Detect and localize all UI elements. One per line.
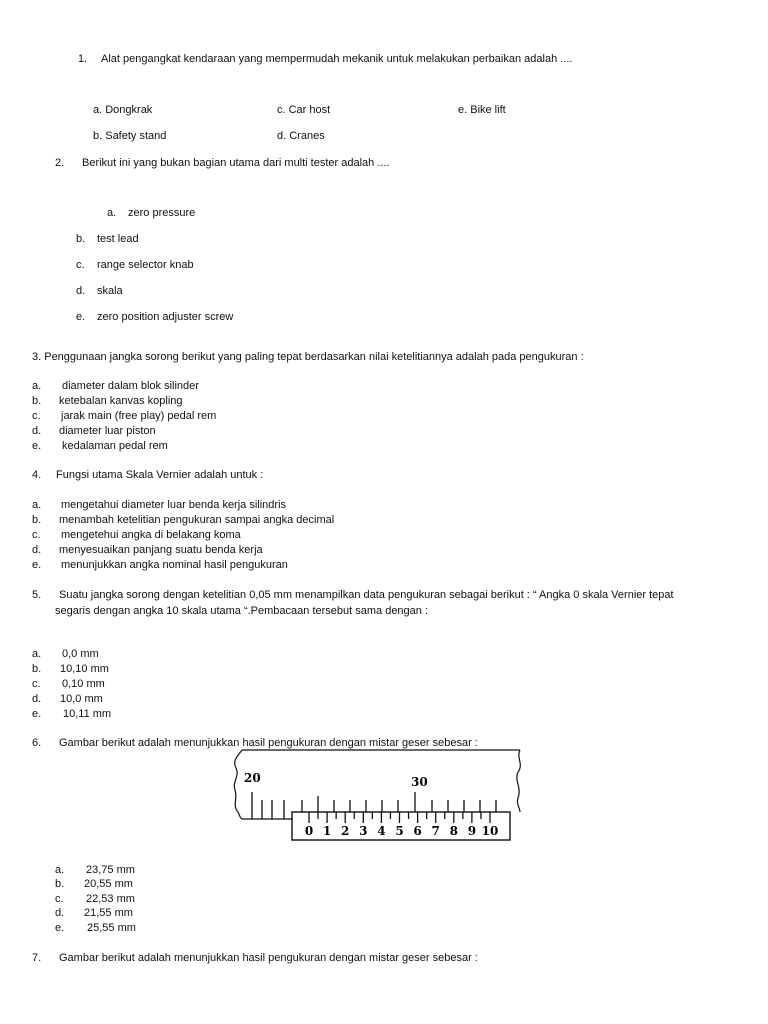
q5-option-c-letter: c. [32,678,41,690]
q5-option-a-letter: a. [32,648,42,660]
q4-option-a-letter: a. [32,499,42,511]
q4-number: 4. [32,469,42,481]
q6-option-a-text: 23,75 mm [86,864,135,876]
q7-number: 7. [32,952,42,964]
q5-option-e-text: 10,11 mm [63,708,112,720]
q3-option-c-text: jarak main (free play) pedal rem [61,410,217,422]
q5-number: 5. [32,589,42,601]
vernier-label: 6 [413,824,422,838]
vernier-label: 0 [304,824,314,838]
q6-option-b-letter: b. [55,878,65,890]
q1-option-e: e. Bike lift [458,104,506,116]
q5-option-a-text: 0,0 mm [62,648,99,660]
q6-option-d-text: 21,55 mm [84,907,133,919]
q4-text: Fungsi utama Skala Vernier adalah untuk : [56,469,264,481]
q1-text: Alat pengangkat kendaraan yang mempermudah mekanik untuk melakukan perbaikan adalah .... [101,53,573,65]
q2-option-c-letter: c. [76,259,85,271]
q2-text: Berikut ini yang bukan bagian utama dari multi tester adalah .... [82,157,390,169]
q6-option-c-letter: c. [55,893,64,905]
q3-option-d-letter: d. [32,425,42,437]
q4-option-b-letter: b. [32,514,42,526]
q5-option-b-text: 10,10 mm [60,663,109,675]
q2-number: 2. [55,157,65,169]
q4-option-d-text: menyesuaikan panjang suatu benda kerja [59,544,263,556]
q3-option-e-text: kedalaman pedal rem [62,440,168,452]
vernier-label: 2 [341,824,350,838]
q4-option-d-letter: d. [32,544,42,556]
q3-option-a-text: diameter dalam blok silinder [62,380,199,392]
q6-option-e-letter: e. [55,922,65,934]
vernier-label: 1 [322,824,332,838]
q2-option-b-letter: b. [76,233,86,245]
q2-option-c-text: range selector knab [97,259,194,271]
q5-option-e-letter: e. [32,708,42,720]
q6-option-a-letter: a. [55,864,65,876]
q7-text: Gambar berikut adalah menunjukkan hasil pengukuran dengan mistar geser sebesar : [59,952,478,964]
q3-option-b-text: ketebalan kanvas kopling [59,395,183,407]
q4-option-c-text: mengetehui angka di belakang koma [61,529,241,541]
q1-option-d: d. Cranes [277,130,325,142]
q4-option-c-letter: c. [32,529,41,541]
vernier-label: 8 [449,824,458,838]
q6-option-b-text: 20,55 mm [84,878,133,890]
q4-option-b-text: menambah ketelitian pengukuran sampai angka decimal [59,514,335,526]
q4-option-a-text: mengetahui diameter luar benda kerja silindris [61,499,287,511]
q1-number: 1. [78,53,88,65]
q6-number: 6. [32,737,42,749]
vernier-label: 3 [359,824,368,838]
vernier-label: 7 [431,824,440,838]
q4-option-e-text: menunjukkan angka nominal hasil pengukuran [61,559,288,571]
vernier-label: 5 [395,824,404,838]
q3-option-a-letter: a. [32,380,42,392]
q5-text-line2: segaris dengan angka 10 skala utama “.Pembacaan tersebut sama dengan : [55,605,429,617]
q3-text: 3. Penggunaan jangka sorong berikut yang paling tepat berdasarkan nilai ketelitiannya adalah pada pengukuran : [32,351,584,363]
q3-option-e-letter: e. [32,440,42,452]
q2-option-b-text: test lead [97,233,139,245]
main-label-30: 30 [411,775,428,789]
q2-option-d-text: skala [97,285,123,297]
vernier-caliper-figure [228,748,530,844]
q6-option-e-text: 25,55 mm [87,922,136,934]
q1-option-a: a. Dongkrak [93,104,153,116]
q2-option-a-letter: a. [107,207,117,219]
vernier-label: 9 [467,824,477,838]
q3-option-b-letter: b. [32,395,42,407]
q6-text: Gambar berikut adalah menunjukkan hasil pengukuran dengan mistar geser sebesar : [59,737,478,749]
q3-option-d-text: diameter luar piston [59,425,156,437]
q1-option-b: b. Safety stand [93,130,167,142]
q5-option-c-text: 0,10 mm [62,678,105,690]
q5-option-d-text: 10,0 mm [60,693,103,705]
main-scale-outline [234,750,520,819]
q5-option-d-letter: d. [32,693,42,705]
q1-option-c: c. Car host [277,104,331,116]
q3-option-c-letter: c. [32,410,41,422]
q5-option-b-letter: b. [32,663,42,675]
q4-option-e-letter: e. [32,559,42,571]
q6-option-d-letter: d. [55,907,65,919]
q5-text-line1: Suatu jangka sorong dengan ketelitian 0,05 mm menampilkan data pengukuran sebagai berikut : “ Angka 0 skala Vernier tepat [59,589,674,601]
q2-option-a-text: zero pressure [128,207,196,219]
vernier-label: 4 [377,824,386,838]
q2-option-e-text: zero position adjuster screw [97,311,234,323]
q2-option-e-letter: e. [76,311,86,323]
vernier-label: 10 [481,824,499,838]
main-label-20: 20 [244,771,261,785]
q6-option-c-text: 22,53 mm [86,893,135,905]
q2-option-d-letter: d. [76,285,86,297]
